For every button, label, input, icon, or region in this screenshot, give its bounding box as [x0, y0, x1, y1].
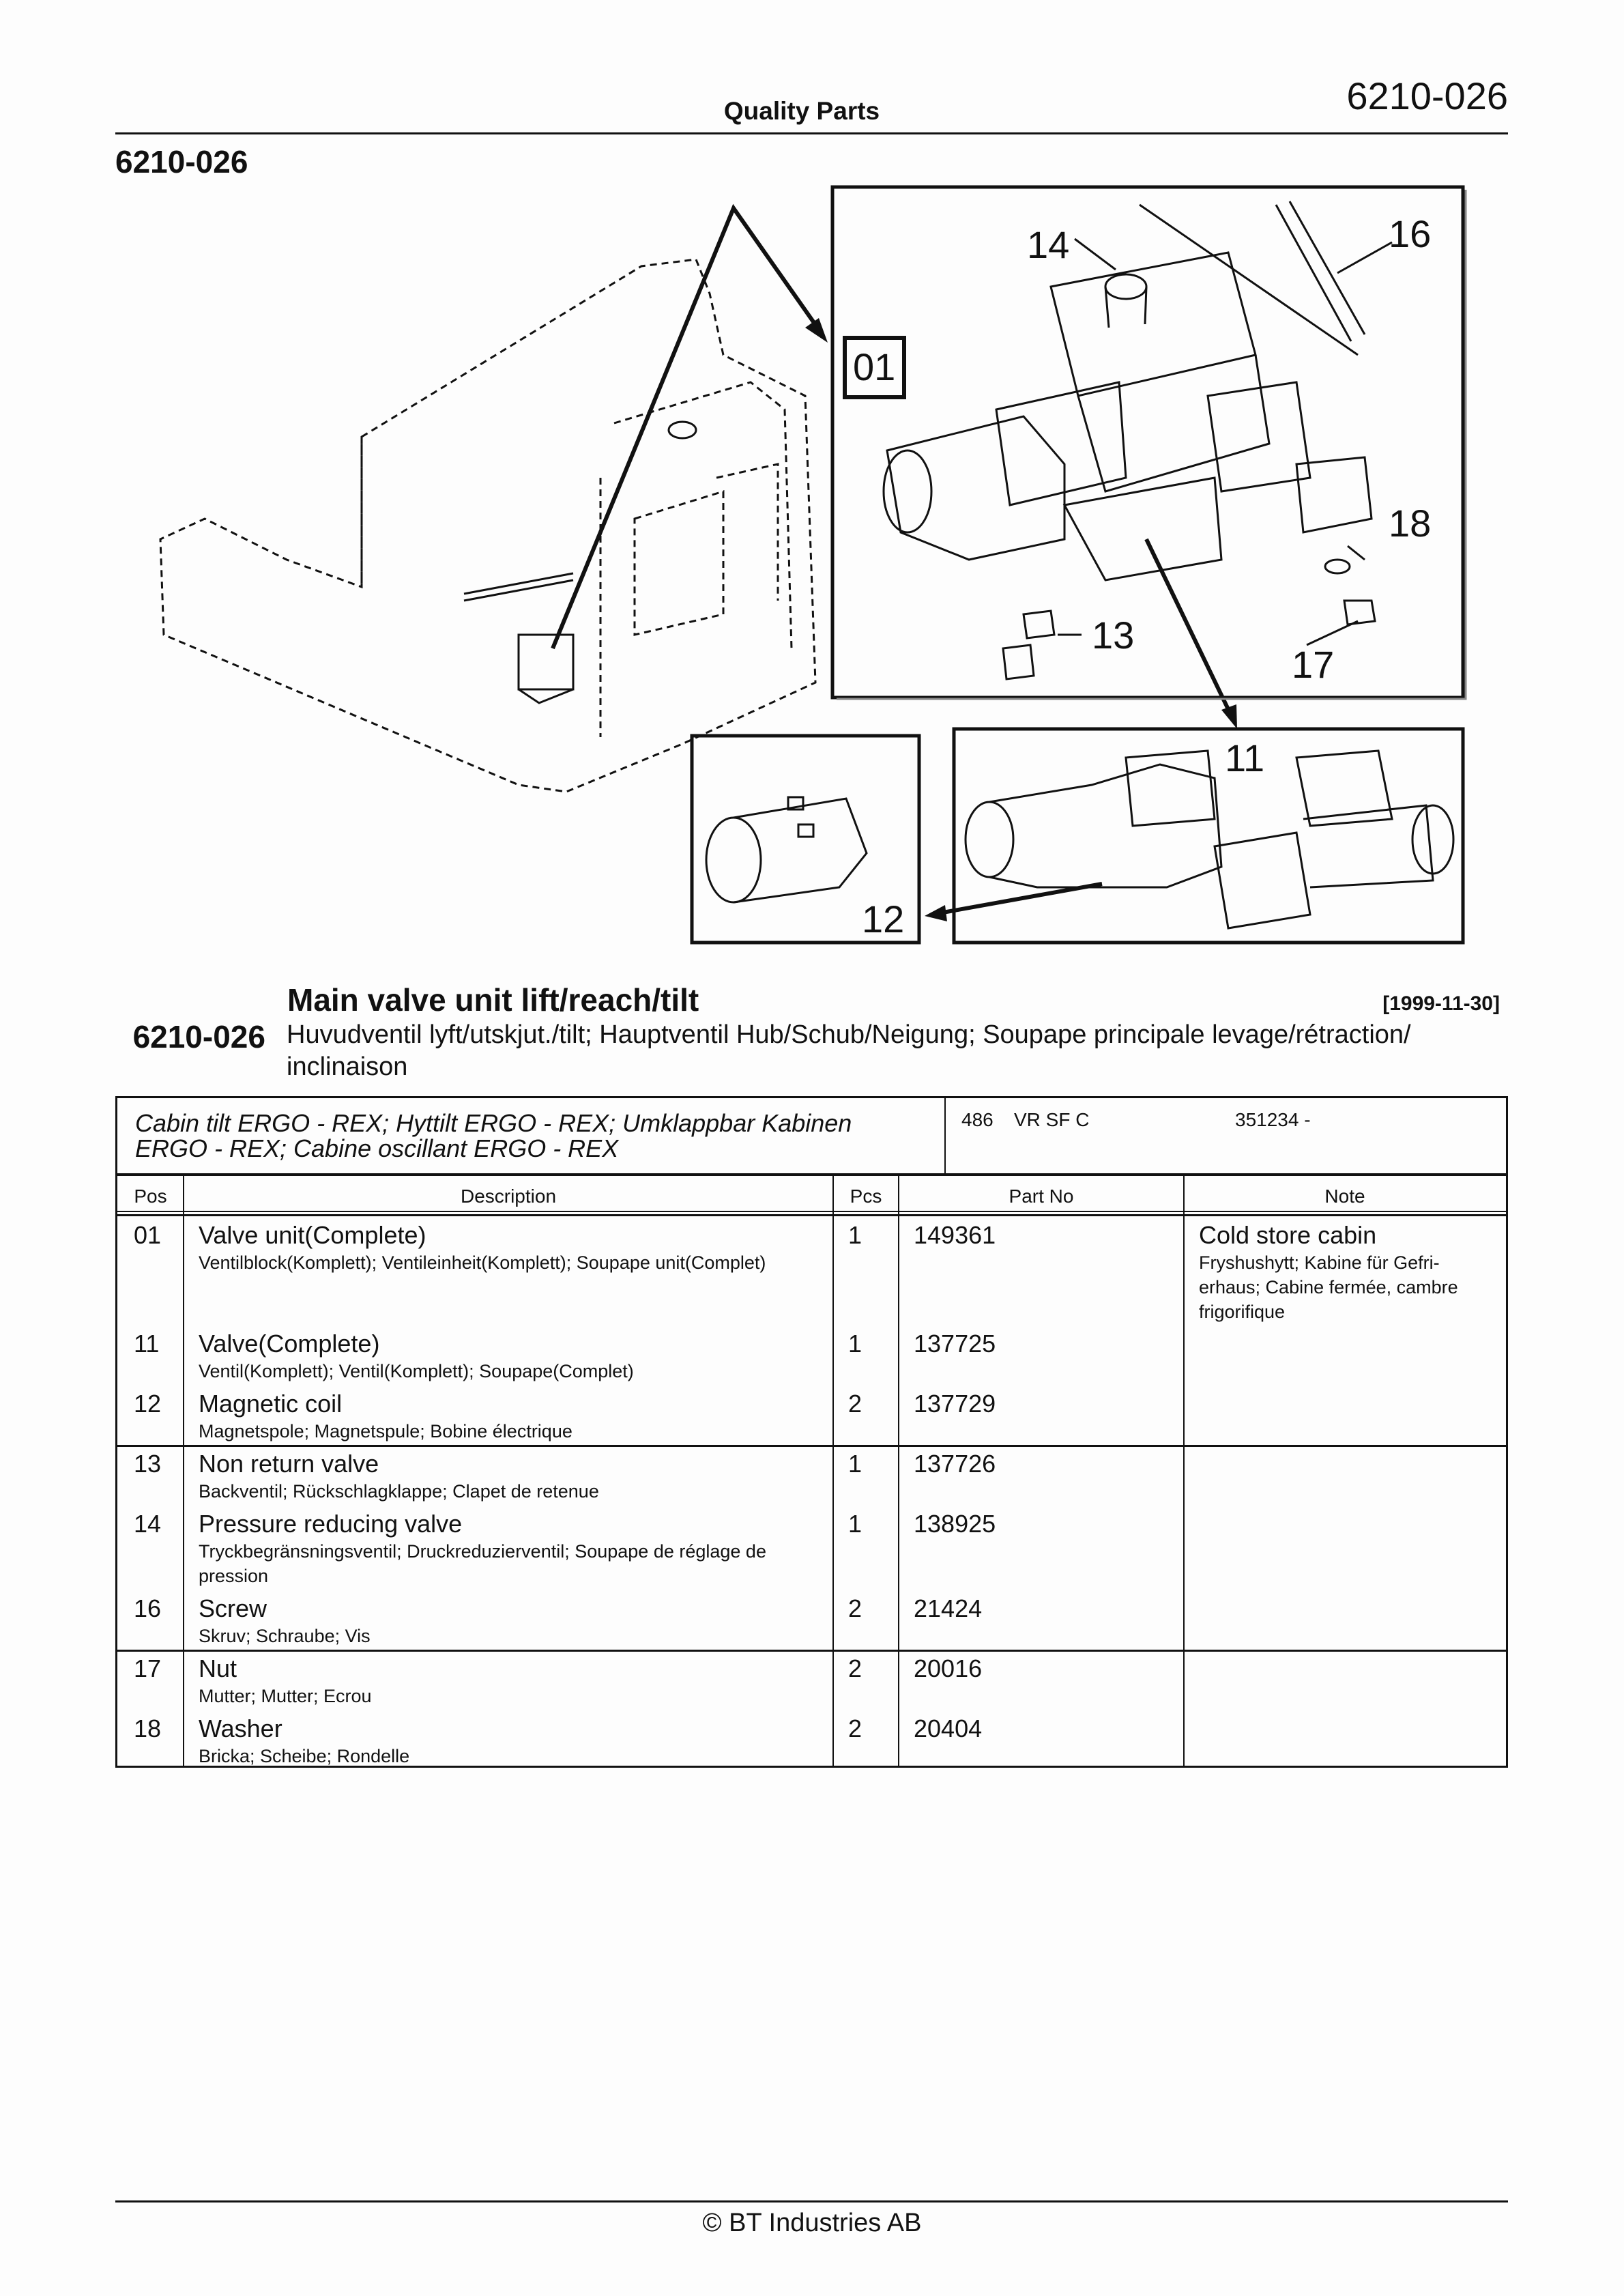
valve-unit-drawing — [884, 201, 1392, 679]
row-pcs: 2 — [848, 1390, 862, 1418]
row-pos: 16 — [134, 1594, 162, 1622]
row-translations: Ventilblock(Komplett); Ventileinheit(Komplett); Soupape unit(Complet) — [199, 1252, 766, 1273]
section-title — [115, 981, 699, 1092]
row-note-translations: Fryshushytt; Kabine für Gefri-erhaus; Cabine fermée, cambre frigorifique — [1199, 1252, 1458, 1322]
row-name: Nut — [199, 1654, 237, 1682]
row-name: Valve(Complete) — [199, 1330, 380, 1358]
row-translations: Tryckbegränsningsventil; Druckreduzierventil; Soupape de réglage de pression — [199, 1541, 766, 1586]
callout-13: 13 — [1092, 614, 1135, 657]
leader-arrows — [553, 208, 1235, 915]
row-translations: Magnetspole; Magnetspule; Bobine électrique — [199, 1421, 572, 1441]
divider — [832, 1175, 834, 1766]
column-header-note: Note — [1324, 1186, 1365, 1207]
section-title-number: 6210-026 — [132, 1019, 265, 1054]
truck-hydraulics — [464, 422, 696, 703]
serial-range: 351234 - — [1235, 1109, 1311, 1130]
divider — [944, 1098, 946, 1175]
callout-17: 17 — [1292, 643, 1335, 686]
section-title-text: Main valve unit lift/reach/tilt — [287, 982, 699, 1018]
column-header-pcs: Pcs — [850, 1186, 882, 1207]
section-subtitle: Huvudventil lyft/utskjut./tilt; Hauptventil Hub/Schub/Neigung; Soupape principale levage/rétraction/ inclinaison — [287, 1020, 1411, 1081]
row-pos: 01 — [134, 1221, 162, 1249]
column-header-description: Description — [460, 1186, 557, 1207]
row-translations: Bricka; Scheibe; Rondelle — [199, 1746, 410, 1766]
row-name: Magnetic coil — [199, 1390, 343, 1418]
section-date: [1999-11-30] — [1382, 992, 1500, 1015]
row-pos: 11 — [134, 1330, 160, 1358]
magnetic-coil-drawing — [706, 797, 867, 902]
row-part-no: 137729 — [914, 1390, 996, 1418]
row-name: Screw — [199, 1594, 267, 1622]
callout-01: 01 — [853, 345, 896, 388]
group-divider — [117, 1650, 1506, 1652]
row-part-no: 21424 — [914, 1594, 983, 1622]
callout-18: 18 — [1389, 502, 1432, 545]
row-name: Non return valve — [199, 1450, 379, 1478]
row-pos: 12 — [134, 1390, 162, 1418]
row-translations: Ventil(Komplett); Ventil(Komplett); Soupape(Complet) — [199, 1361, 634, 1381]
row-pos: 18 — [134, 1714, 162, 1742]
section-number-heading: 6210-026 — [115, 144, 248, 180]
divider — [183, 1175, 184, 1766]
footer-copyright: © BT Industries AB — [702, 2209, 922, 2237]
model-description: Cabin tilt ERGO - REX; Hyttilt ERGO - REX; Umklappbar Kabinen ERGO - REX; Cabine oscillant ERGO - REX — [135, 1109, 852, 1162]
row-pos: 13 — [134, 1450, 162, 1478]
callout-12: 12 — [862, 898, 905, 941]
column-header-part-no: Part No — [1009, 1186, 1074, 1207]
row-part-no: 138925 — [914, 1510, 996, 1538]
header-doc-number: 6210-026 — [1346, 74, 1508, 117]
row-pcs: 1 — [848, 1450, 862, 1478]
row-translations: Backventil; Rückschlagklappe; Clapet de retenue — [199, 1481, 599, 1502]
model-code: 486 — [961, 1109, 994, 1130]
row-part-no: 20404 — [914, 1714, 983, 1742]
model-variant: VR SF C — [1014, 1109, 1090, 1130]
row-part-no: 137726 — [914, 1450, 996, 1478]
callout-14: 14 — [1027, 223, 1070, 266]
row-translations: Mutter; Mutter; Ecrou — [199, 1686, 372, 1706]
row-pcs: 2 — [848, 1654, 862, 1682]
valve-drawing — [966, 751, 1453, 928]
row-pos: 17 — [134, 1654, 162, 1682]
header-title: Quality Parts — [723, 97, 880, 125]
row-pcs: 1 — [848, 1221, 862, 1249]
row-note: Cold store cabin — [1199, 1221, 1377, 1249]
row-name: Washer — [199, 1714, 282, 1742]
group-divider — [117, 1445, 1506, 1447]
footer-divider — [115, 2200, 1508, 2202]
callout-16: 16 — [1389, 212, 1432, 255]
row-name: Valve unit(Complete) — [199, 1221, 426, 1249]
divider — [117, 1173, 1506, 1176]
parts-table — [115, 1096, 1508, 1768]
row-pcs: 1 — [848, 1510, 862, 1538]
column-header-pos: Pos — [134, 1186, 167, 1207]
row-translations: Skruv; Schraube; Vis — [199, 1626, 371, 1646]
divider — [1183, 1175, 1185, 1766]
row-pos: 14 — [134, 1510, 162, 1538]
divider — [117, 1211, 1506, 1212]
row-pcs: 1 — [848, 1330, 862, 1358]
row-name: Pressure reducing valve — [199, 1510, 463, 1538]
row-pcs: 2 — [848, 1714, 862, 1742]
exploded-parts-diagram — [0, 0, 1624, 956]
divider — [117, 1214, 1506, 1216]
row-pcs: 2 — [848, 1594, 862, 1622]
callout-11: 11 — [1225, 736, 1265, 779]
divider — [898, 1175, 899, 1766]
row-part-no: 137725 — [914, 1330, 996, 1358]
truck-outline — [160, 259, 815, 792]
row-part-no: 20016 — [914, 1654, 983, 1682]
row-part-no: 149361 — [914, 1221, 996, 1249]
